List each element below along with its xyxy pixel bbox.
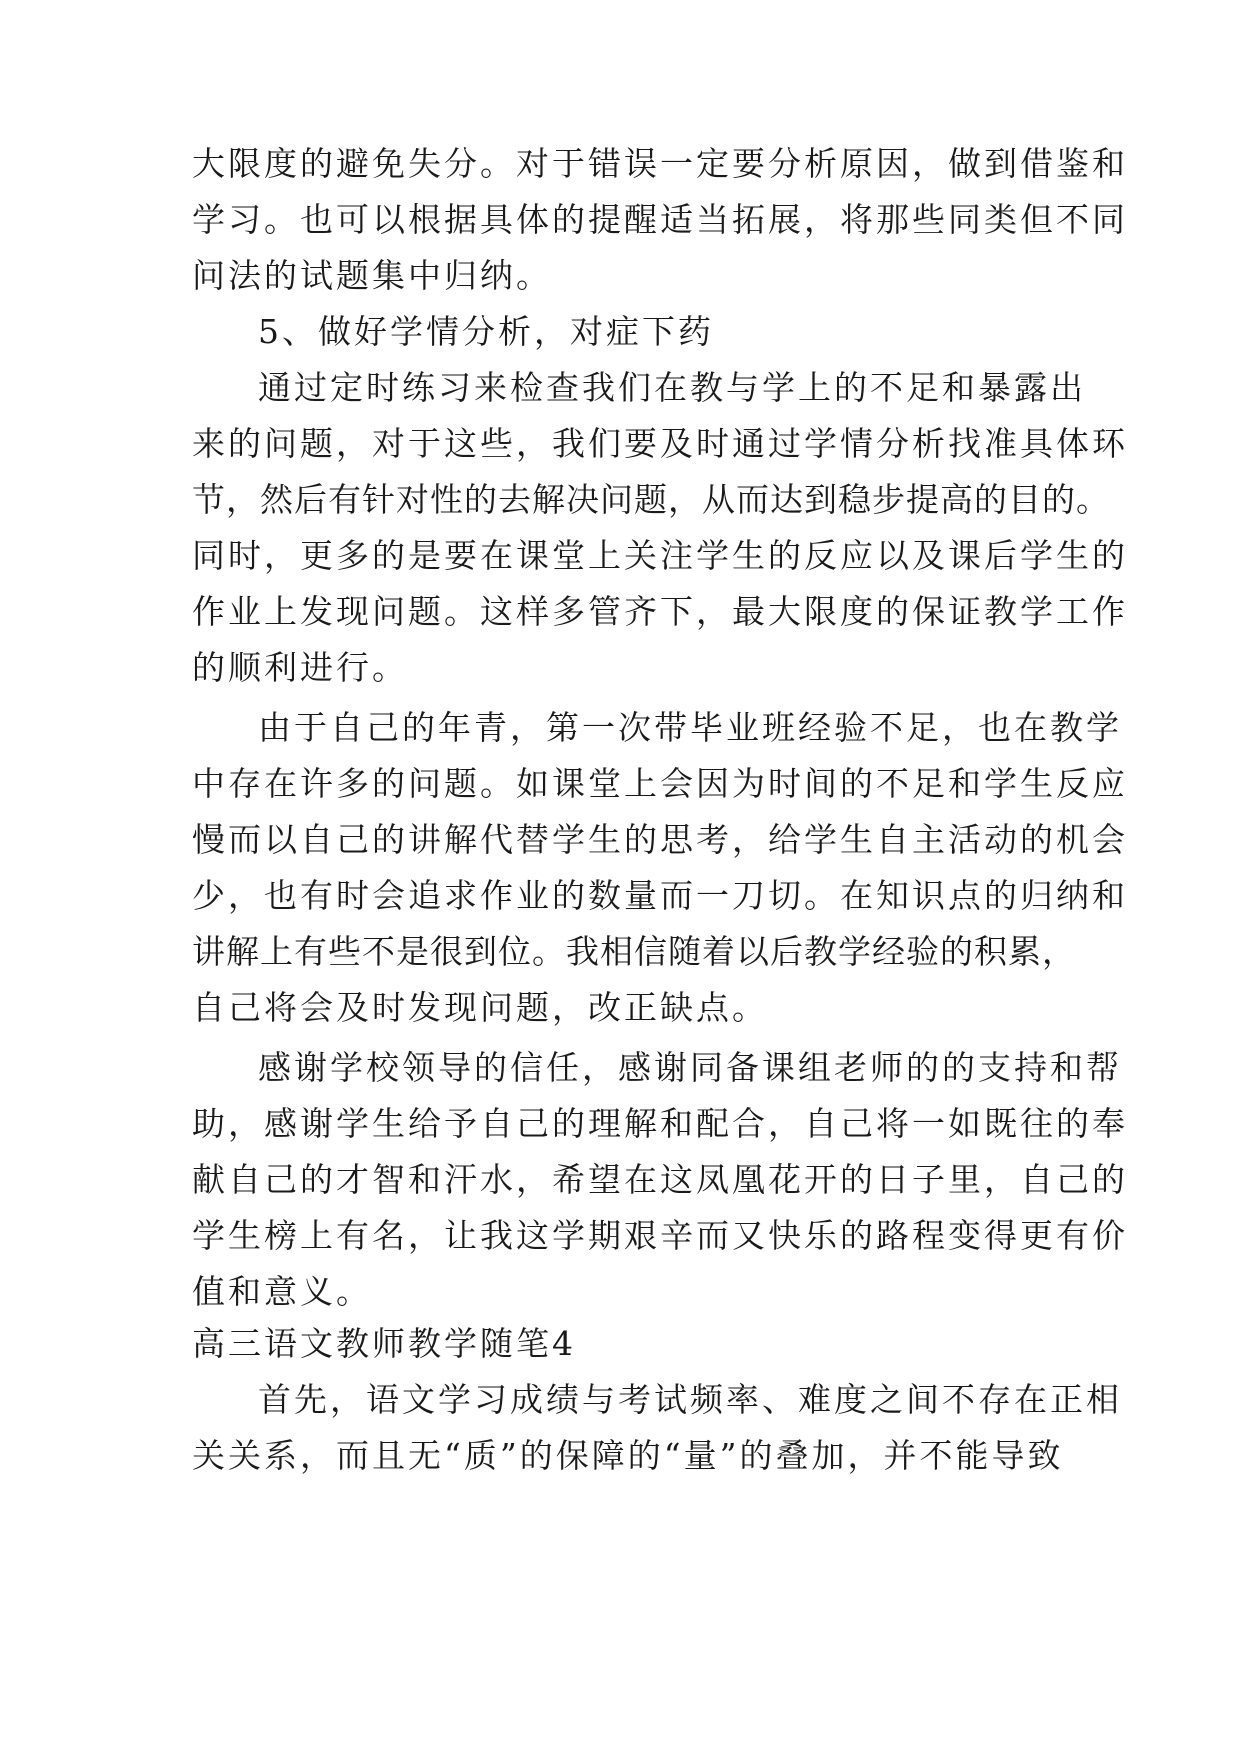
paragraph-line: 自己将会及时发现问题，改正缺点。: [192, 988, 768, 1027]
paragraph-line: 大限度的避免失分。对于错误一定要分析原因，做到借鉴和: [192, 144, 1128, 183]
paragraph-line: 来的问题，对于这些，我们要及时通过学情分析找准具体环: [192, 424, 1128, 463]
paragraph-line: 讲解上有些不是很到位。我相信随着以后教学经验的积累，: [192, 932, 1076, 971]
paragraph-line: 献自己的才智和汗水，希望在这凤凰花开的日子里，自己的: [192, 1160, 1128, 1199]
paragraph-line: 通过定时练习来检查我们在教与学上的不足和暴露出: [258, 368, 1086, 407]
paragraph-line: 中存在许多的问题。如课堂上会因为时间的不足和学生反应: [192, 764, 1128, 803]
paragraph-line: 少，也有时会追求作业的数量而一刀切。在知识点的归纳和: [192, 876, 1128, 915]
section-title: 高三语文教师教学随笔4: [192, 1324, 576, 1363]
paragraph-line: 值和意义。: [192, 1272, 372, 1311]
paragraph-line: 助，感谢学生给予自己的理解和配合，自己将一如既往的奉: [192, 1104, 1128, 1143]
paragraph-line: 慢而以自己的讲解代替学生的思考，给学生自主活动的机会: [192, 820, 1128, 859]
paragraph-line: 同时，更多的是要在课堂上关注学生的反应以及课后学生的: [192, 536, 1128, 575]
paragraph-line: 学生榜上有名，让我这学期艰辛而又快乐的路程变得更有价: [192, 1216, 1128, 1255]
paragraph-line: 学习。也可以根据具体的提醒适当拓展，将那些同类但不同: [192, 200, 1128, 239]
paragraph-line: 问法的试题集中归纳。: [192, 256, 552, 295]
paragraph-line: 作业上发现问题。这样多管齐下，最大限度的保证教学工作: [192, 592, 1128, 631]
section-heading: 5、做好学情分析，对症下药: [258, 312, 714, 351]
paragraph-line: 由于自己的年青，第一次带毕业班经验不足，也在教学: [258, 708, 1122, 747]
paragraph-line: 关关系，而且无“质”的保障的“量”的叠加，并不能导致: [192, 1436, 1064, 1475]
paragraph-line: 感谢学校领导的信任，感谢同备课组老师的的支持和帮: [258, 1048, 1122, 1087]
paragraph-line: 的顺利进行。: [192, 648, 408, 687]
paragraph-line: 首先，语文学习成绩与考试频率、难度之间不存在正相: [258, 1380, 1122, 1419]
paragraph-line: 节，然后有针对性的去解决问题，从而达到稳步提高的目的。: [192, 480, 1110, 519]
